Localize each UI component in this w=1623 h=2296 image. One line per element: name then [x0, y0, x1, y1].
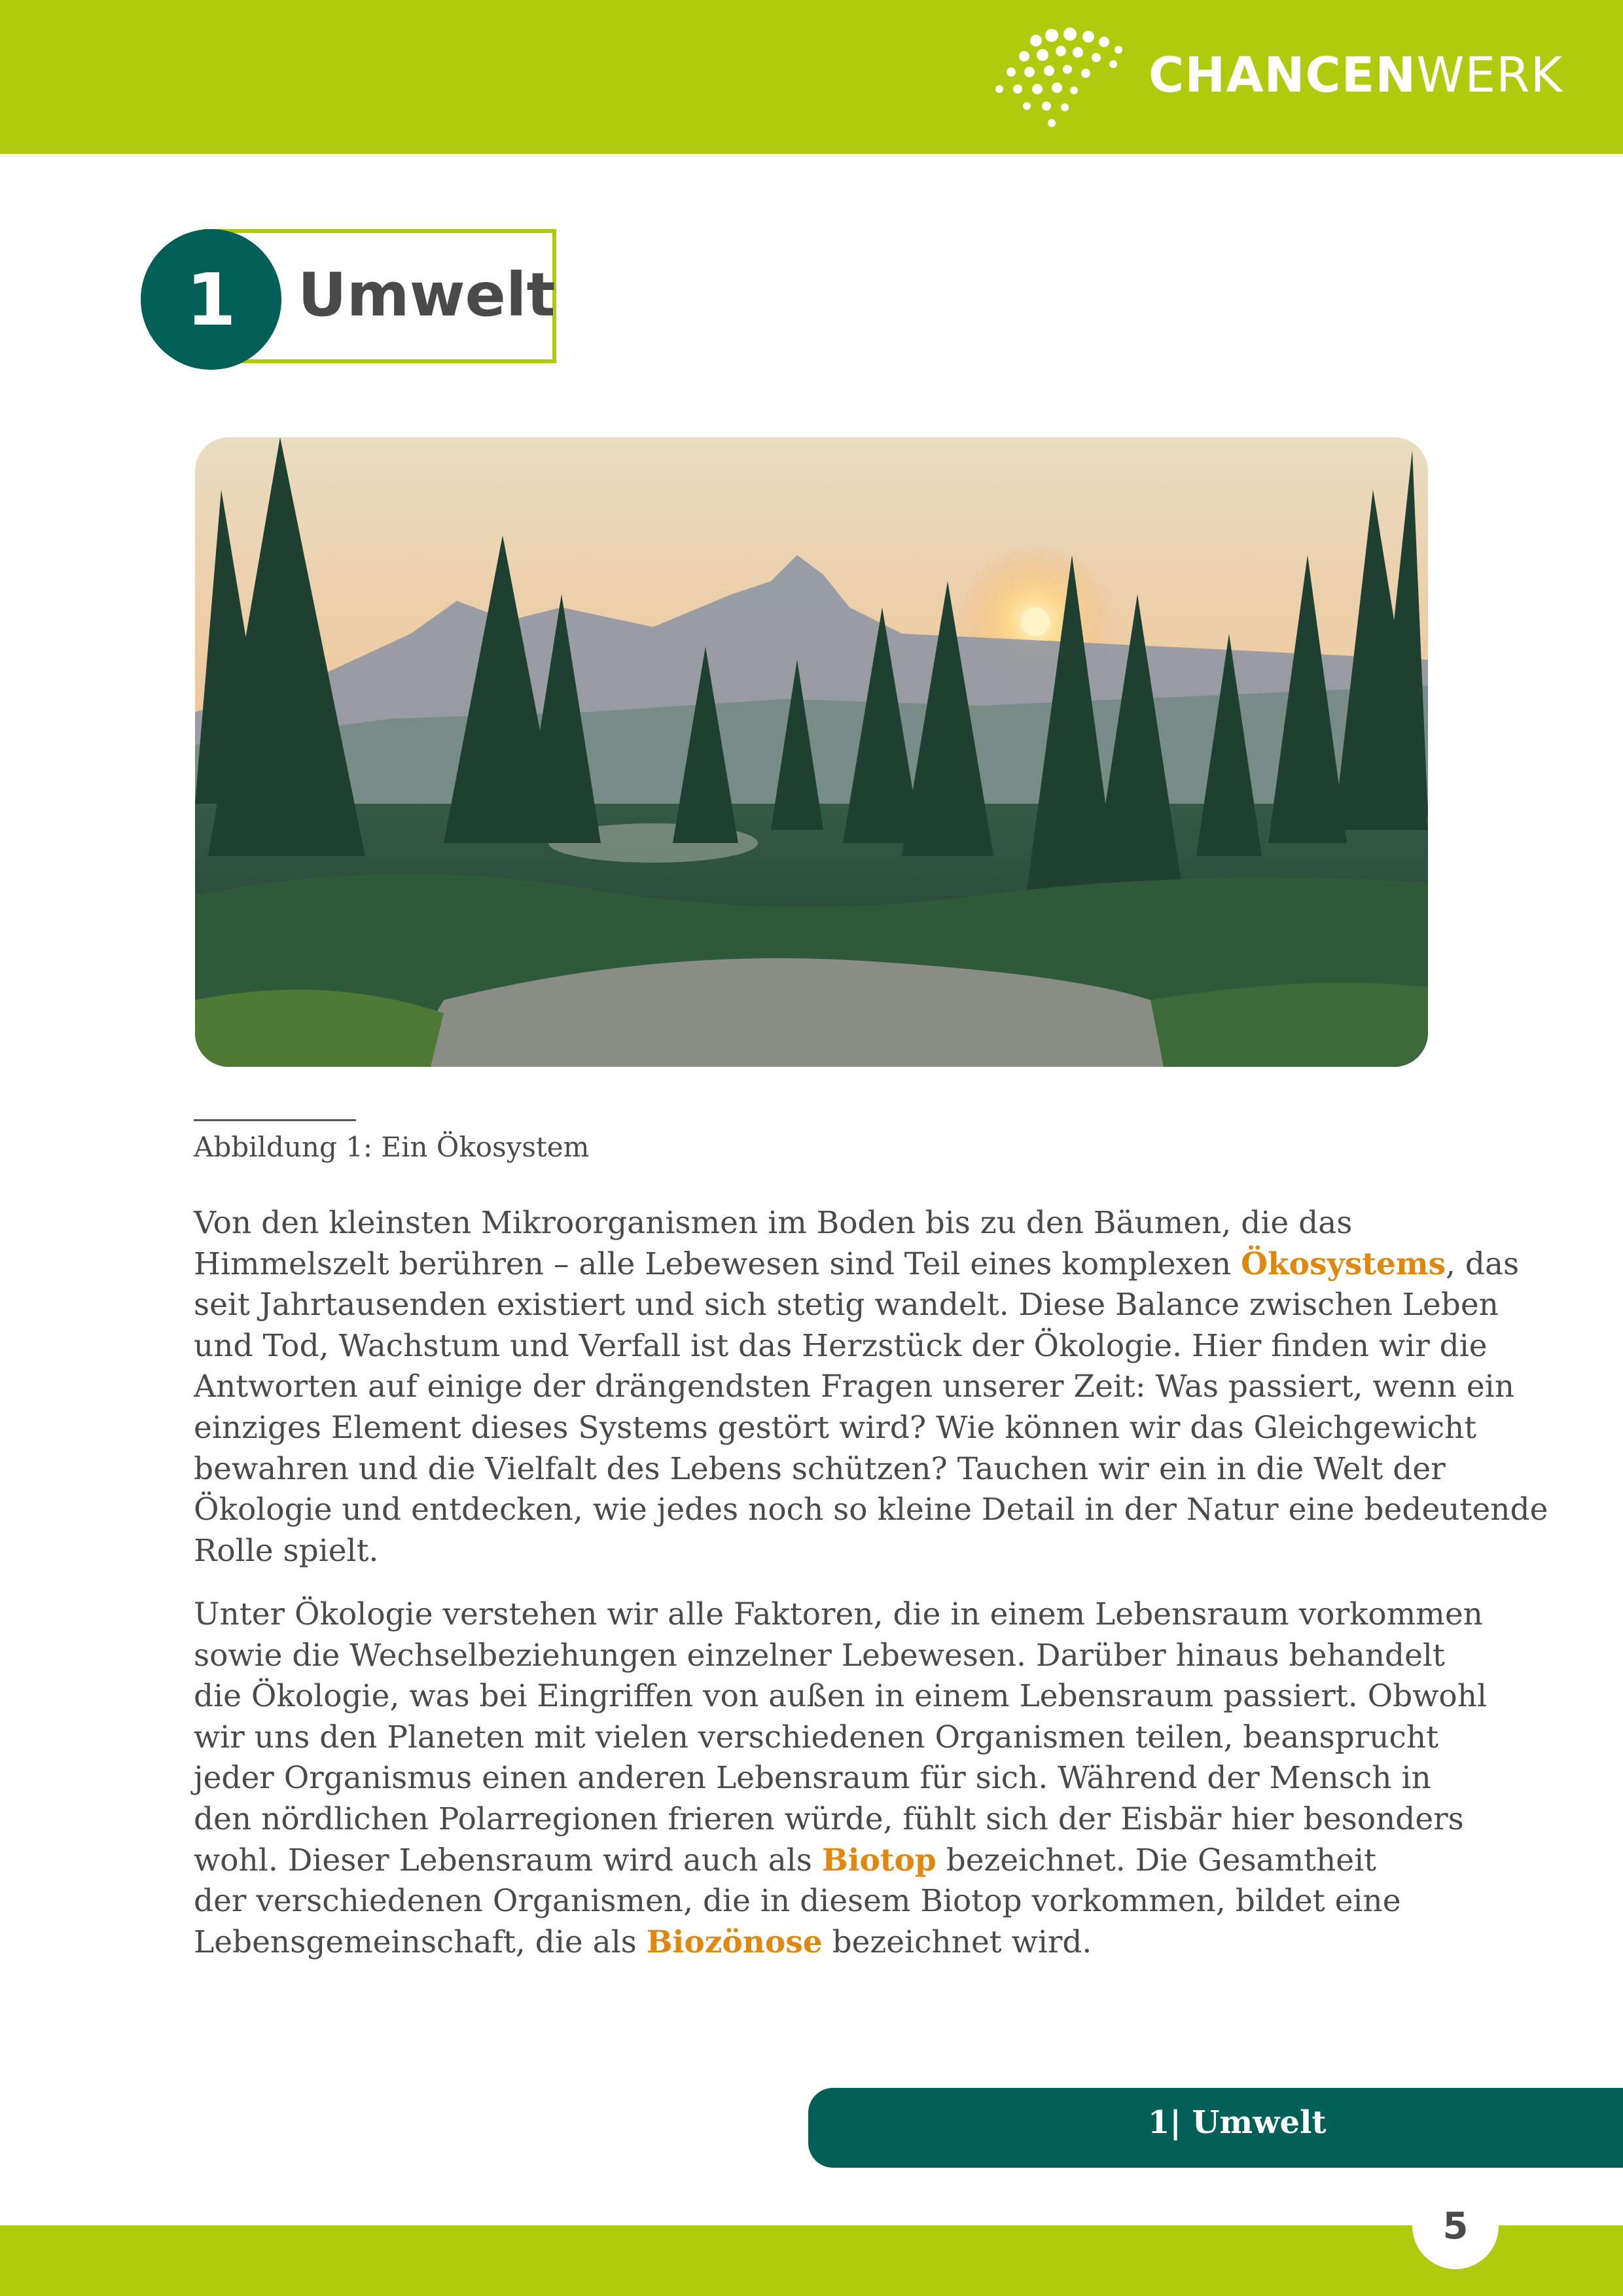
- text-segment: , das: [1446, 1246, 1520, 1282]
- chapter-number: 1: [141, 229, 281, 370]
- text-segment: Lebensgemeinschaft, die als: [194, 1924, 647, 1960]
- chapter-title: Umwelt: [298, 260, 556, 330]
- text-line: die Ökologie, was bei Eingriffen von außen in einem Lebensraum passiert. Obwohl: [194, 1678, 1488, 1715]
- paragraph-1: [194, 1203, 1548, 1571]
- text-line: Ökologie und entdecken, wie jedes noch so kleine Detail in der Natur eine bedeutende: [194, 1492, 1548, 1528]
- text-segment: Himmelszelt berühren – alle Lebewesen sind Teil eines komplexen: [194, 1246, 1241, 1282]
- text-line: Rolle spielt.: [194, 1532, 379, 1569]
- text-line: [194, 1922, 1437, 1964]
- text-segment: bezeichnet. Die Gesamtheit: [936, 1842, 1377, 1878]
- text-line: sowie die Wechselbeziehungen einzelner Lebewesen. Darüber hinaus behandelt: [194, 1637, 1445, 1674]
- chancenwerk-logo: [991, 26, 1567, 131]
- term-biotop: Biotop: [821, 1842, 936, 1878]
- header-band: [0, 0, 1623, 154]
- paragraph-2: [194, 1594, 1488, 1963]
- page-number: 5: [1412, 2183, 1499, 2269]
- text-line: Unter Ökologie verstehen wir alle Faktoren, die in einem Lebensraum vorkommen: [194, 1596, 1483, 1632]
- text-line: jeder Organismus einen anderen Lebensraum für sich. Während der Mensch in: [194, 1760, 1431, 1797]
- dots-logo-icon: [991, 26, 1129, 131]
- figure-caption: Abbildung 1: Ein Ökosystem: [194, 1131, 590, 1163]
- text-line: [194, 1840, 1437, 1882]
- text-line: und Tod, Wachstum und Verfall ist das Herzstück der Ökologie. Hier finden wir die: [194, 1327, 1488, 1364]
- text-segment: bezeichnet wird.: [822, 1924, 1092, 1960]
- text-line: [194, 1244, 1520, 1285]
- text-line: den nördlichen Polarregionen frieren würde, fühlt sich der Eisbär hier besonders: [194, 1801, 1464, 1837]
- text-line: einziges Element dieses Systems gestört wird? Wie können wir das Gleichgewicht: [194, 1409, 1477, 1446]
- text-line: der verschiedenen Organismen, die in diesem Biotop vorkommen, bildet eine: [194, 1883, 1401, 1920]
- text-line: wir uns den Planeten mit vielen verschiedenen Organismen teilen, beansprucht: [194, 1719, 1438, 1755]
- caption-rule: [194, 1119, 356, 1121]
- logo-wordmark: [1149, 47, 1563, 103]
- logo-light: WERK: [1416, 47, 1563, 103]
- text-line: Antworten auf einige der drängendsten Fragen unserer Zeit: Was passiert, wenn ein: [194, 1369, 1514, 1405]
- text-segment: wohl. Dieser Lebensraum wird auch als: [194, 1842, 822, 1878]
- text-line: Von den kleinsten Mikroorganismen im Boden bis zu den Bäumen, die das: [194, 1205, 1353, 1241]
- logo-bold: CHANCEN: [1149, 47, 1417, 103]
- ecosystem-photo: [195, 437, 1428, 1067]
- term-biozoenose: Biozönose: [646, 1924, 823, 1960]
- footer-band: [0, 2225, 1623, 2296]
- term-oekosystems: Ökosystems: [1241, 1246, 1446, 1282]
- text-line: seit Jahrtausenden existiert und sich stetig wandelt. Diese Balance zwischen Leben: [194, 1287, 1499, 1323]
- footer-chapter-label: 1| Umwelt: [1148, 2104, 1327, 2141]
- text-line: bewahren und die Vielfalt des Lebens schützen? Tauchen wir ein in die Welt der: [194, 1450, 1446, 1487]
